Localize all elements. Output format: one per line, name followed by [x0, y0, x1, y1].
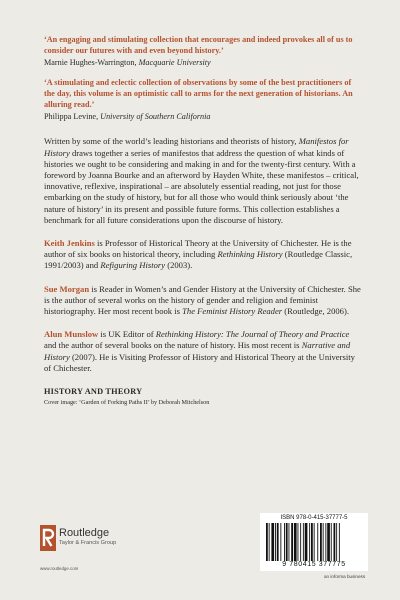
barcode-bar — [320, 523, 322, 561]
publisher-name: Routledge — [59, 527, 110, 539]
publisher-group: Taylor & Francis Group — [59, 540, 117, 546]
barcode-bar — [275, 523, 276, 561]
barcode-bar — [291, 523, 293, 561]
barcode-bar — [334, 523, 336, 561]
barcode-bar — [317, 523, 318, 561]
book-description: Written by some of the world’s leading historians and theorists of history, Manifestos for History draws together a series of manifestos that address the question of what kinds of histories we ought to be considering and making in and for the twenty-first century. With a foreword by Joanna Bourke and an afterword by Hayden White, these manifestos – critical, innovative, reflexive, inspirational – are absolutely essential reading, not just for those embarking on the study of history, but for all those who would think seriously about ‘the nature of history’ in its present and possible future forms. This collection establishes a benchmark for all future considerations upon the discourse of history. — [44, 136, 359, 225]
bio-keith-jenkins: Keith Jenkins is Professor of Historical Theory at the University of Chichester. He is the author of six books on historical theory, including Rethinking History (Routledge Classic, 1991/2003) and Refiguring History (2003). — [44, 238, 353, 271]
barcode-bar — [323, 523, 324, 561]
barcode-bar — [289, 523, 290, 561]
reviewer-affiliation: University of Southern California — [100, 112, 211, 122]
bio-sue-morgan: Sue Morgan is Reader in Women’s and Gender History at the University of Chichester. She is the author of several works on the history of gender and religion and feminist historiography. Her most recent book is The Feminist History Reader (Routledge, 2006). — [44, 283, 361, 317]
review-attribution-2 — [44, 111, 362, 122]
barcode-bar — [325, 523, 326, 561]
barcode-bar — [309, 523, 310, 561]
barcode-bar — [300, 523, 301, 561]
barcode-bar — [339, 523, 340, 561]
reviewer-name: Marnie Hughes-Warrington, — [44, 58, 137, 68]
series-name: HISTORY AND THEORY — [44, 387, 143, 397]
barcode-bar — [269, 523, 270, 561]
isbn-digits: 9 780415 377775 — [282, 561, 346, 568]
barcode-bar — [305, 523, 308, 561]
barcode-bar — [294, 523, 297, 561]
barcode-bars-icon — [266, 523, 362, 561]
publisher-wordmark — [59, 527, 116, 547]
informa-tagline: an informa business — [324, 574, 366, 579]
barcode-bar — [331, 523, 332, 561]
cover-credit: Cover image: ‘Garden of Forking Paths II’ by Deborah Mitchelson — [44, 399, 210, 407]
reviewer-name: Philippa Levine, — [44, 112, 99, 122]
barcode-bar — [311, 523, 313, 561]
review-attribution-1 — [44, 57, 362, 68]
barcode-bar — [303, 523, 304, 561]
barcode-bar — [280, 523, 281, 561]
barcode-bar — [314, 523, 315, 561]
publisher-website: www.routledge.com — [40, 566, 79, 571]
isbn-label: ISBN 978-0-415-37777-5 — [280, 515, 348, 521]
author-name: Alun Munslow — [44, 329, 99, 340]
author-name: Sue Morgan — [44, 283, 90, 294]
barcode-bar — [336, 523, 337, 561]
barcode-bar — [327, 523, 330, 561]
publisher-logo — [40, 522, 180, 562]
reviewer-affiliation: Macquarie University — [138, 58, 211, 68]
barcode-bar — [284, 523, 285, 561]
barcode-bar — [266, 523, 268, 561]
author-name: Keith Jenkins — [44, 238, 95, 249]
bio-alun-munslow: Alun Munslow is UK Editor of Rethinking History: The Journal of Theory and Practice and the author of several books on the nature of history. His most recent is Narrative and History (2007). He is Visiting Professor of History and Historical Theory at the University of Chichester. — [44, 329, 355, 373]
book-title: Manifestos for History — [44, 136, 349, 158]
barcode — [260, 513, 368, 571]
barcode-bar — [298, 523, 299, 561]
review-quote-2: ‘A stimulating and eclectic collection of observations by some of the best practitioners of the day, this volume is an optimistic call to arms for the next generation of historians. An alluring read.’ — [44, 77, 353, 110]
barcode-bar — [286, 523, 288, 561]
barcode-bar — [277, 523, 279, 561]
content-column — [44, 34, 362, 406]
routledge-r-icon — [40, 525, 56, 551]
review-quote-1: ‘An engaging and stimulating collection that encourages and indeed provokes all of us to consider our futures with and even beyond history.’ — [44, 35, 353, 56]
barcode-bar — [271, 523, 274, 561]
